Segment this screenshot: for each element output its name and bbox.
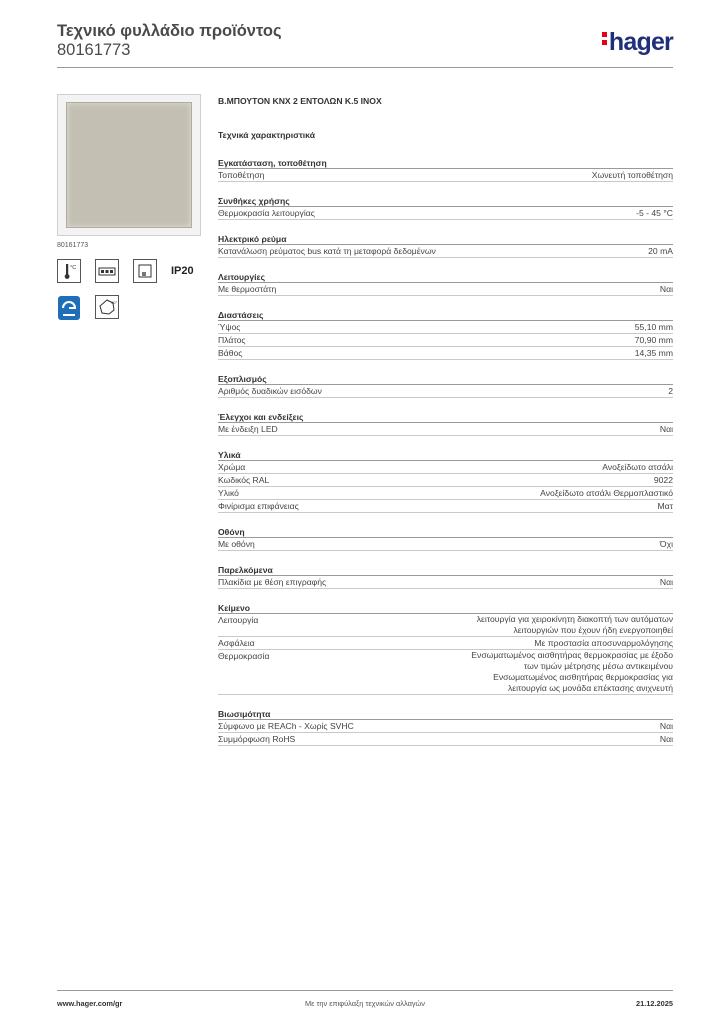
spec-label: Υλικό — [218, 488, 239, 498]
section-title: Κείμενο — [218, 602, 673, 614]
spec-row — [218, 720, 673, 733]
spec-sections — [218, 157, 673, 759]
section-title: Ηλεκτρικό ρεύμα — [218, 233, 673, 245]
section-title: Βιωσιμότητα — [218, 708, 673, 720]
spec-value: Ναι — [659, 577, 673, 587]
spec-label: Χρώμα — [218, 462, 246, 472]
spec-row — [218, 538, 673, 551]
spec-value: 70,90 mm — [634, 335, 673, 345]
logo-text: hager — [608, 28, 673, 56]
section-gap — [218, 258, 673, 271]
spec-row — [218, 321, 673, 334]
section-gap — [218, 398, 673, 411]
spec-row — [218, 487, 673, 500]
hager-logo — [602, 28, 673, 57]
spec-value: Χωνευτή τοποθέτηση — [591, 170, 673, 180]
document-number: 80161773 — [57, 41, 131, 59]
spec-value: Ναι — [659, 721, 673, 731]
technical-characteristics-title: Τεχνικά χαρακτηριστικά — [218, 130, 315, 140]
section-title: Εξοπλισμός — [218, 373, 673, 385]
product-name: Β.ΜΠΟΥΤΟΝ KNX 2 ΕΝΤΟΛΩΝ Κ.5 INOX — [218, 96, 382, 106]
spec-value: 2 — [668, 386, 673, 396]
spec-row — [218, 576, 673, 589]
section-gap — [218, 746, 673, 759]
document-header — [57, 20, 673, 68]
technical-specs — [218, 96, 673, 759]
product-image — [57, 94, 201, 236]
spec-row — [218, 614, 673, 637]
spec-row — [218, 423, 673, 436]
spec-value: 14,35 mm — [634, 348, 673, 358]
section-title: Υλικά — [218, 449, 673, 461]
spec-label: Με ένδειξη LED — [218, 424, 278, 434]
spec-value: -5 - 45 °C — [636, 208, 673, 218]
spec-label: Συμμόρφωση RoHS — [218, 734, 296, 744]
document-title: Τεχνικό φυλλάδιο προϊόντος — [57, 22, 282, 40]
spec-value: Ανοξείδωτο ατσάλι Θερμοπλαστικό — [540, 488, 673, 498]
spec-label: Αριθμός δυαδικών εισόδων — [218, 386, 322, 396]
spec-value: Όχι — [659, 539, 673, 549]
spec-row — [218, 461, 673, 474]
section-gap — [218, 695, 673, 708]
section-title: Έλεγχοι και ενδείξεις — [218, 411, 673, 423]
logo-dots-icon — [602, 29, 608, 48]
thermometer-celsius-icon — [57, 259, 81, 283]
section-gap — [218, 360, 673, 373]
spec-label: Θερμοκρασία λειτουργίας — [218, 208, 315, 218]
spec-label: Θερμοκρασία — [218, 651, 270, 661]
spec-row — [218, 283, 673, 296]
section-gap — [218, 551, 673, 564]
spec-row — [218, 500, 673, 513]
section-gap — [218, 296, 673, 309]
spec-row — [218, 637, 673, 650]
spec-label: Με οθόνη — [218, 539, 255, 549]
spec-row — [218, 207, 673, 220]
spec-label: Κατανάλωση ρεύματος bus κατά τη μεταφορά δεδομένων — [218, 246, 436, 256]
spec-value: λειτουργία για χειροκίνητη διακοπτή των αυτόματων λειτουργιών που έχουν ήδη ενεργοποιηθεί — [476, 614, 673, 635]
spec-row — [218, 347, 673, 360]
spec-value: Ματ — [657, 501, 673, 511]
rotation-icon — [95, 295, 119, 319]
spec-row — [218, 169, 673, 182]
section-title: Οθόνη — [218, 526, 673, 538]
spec-value: 55,10 mm — [634, 322, 673, 332]
spec-row — [218, 650, 673, 695]
section-gap — [218, 182, 673, 195]
spec-value: Ανοξείδωτο ατσάλι — [602, 462, 673, 472]
spec-row — [218, 334, 673, 347]
eco-label-icon — [57, 295, 81, 319]
footer-date: 21.12.2025 — [636, 999, 673, 1008]
spec-label: Σύμφωνο με REACh - Χωρίς SVHC — [218, 721, 354, 731]
spec-label: Με θερμοστάτη — [218, 284, 277, 294]
spec-label: Ασφάλεια — [218, 638, 255, 648]
section-gap — [218, 436, 673, 449]
spec-row — [218, 474, 673, 487]
ip20-rating: IP20 — [171, 259, 195, 283]
spec-value: 20 mA — [648, 246, 673, 256]
section-gap — [218, 589, 673, 602]
knx-module-icon — [95, 259, 119, 283]
section-title: Λειτουργίες — [218, 271, 673, 283]
spec-label: Πλάτος — [218, 335, 246, 345]
spec-label: Λειτουργία — [218, 615, 259, 625]
section-title: Εγκατάσταση, τοποθέτηση — [218, 157, 673, 169]
mounting-box-icon — [133, 259, 157, 283]
product-sidebar — [57, 94, 201, 331]
svg-text:90°: 90° — [111, 300, 118, 305]
section-title: Παρελκόμενα — [218, 564, 673, 576]
spec-value: Ενσωματωμένος αισθητήρας θερμοκρασίας με έξοδο των τιμών μέτρησης μέσω αντικειμένου Ενσωματωμένος αισθητήρας θερμοκρασίας για λειτουργία ως μονάδα επέκτασης ανιχνευτή — [471, 650, 673, 693]
spec-label: Βάθος — [218, 348, 243, 358]
spec-row — [218, 245, 673, 258]
spec-row — [218, 385, 673, 398]
spec-value: Ναι — [659, 424, 673, 434]
spec-value: Ναι — [659, 284, 673, 294]
section-gap — [218, 513, 673, 526]
section-title: Διαστάσεις — [218, 309, 673, 321]
spec-label: Τοποθέτηση — [218, 170, 265, 180]
product-reference: 80161773 — [57, 242, 89, 249]
spec-row — [218, 733, 673, 746]
footer-notice: Με την επιφύλαξη τεχνικών αλλαγών — [304, 999, 426, 1008]
svg-text:°C: °C — [70, 265, 77, 271]
section-title: Συνθήκες χρήσης — [218, 195, 673, 207]
spec-label: Φινίρισμα επιφάνειας — [218, 501, 299, 511]
spec-label: Πλακίδια με θέση επιγραφής — [218, 577, 327, 587]
certification-icons — [57, 259, 201, 331]
spec-value: Ναι — [659, 734, 673, 744]
document-footer — [57, 990, 673, 1008]
footer-website[interactable]: www.hager.com/gr — [57, 999, 123, 1008]
section-gap — [218, 220, 673, 233]
spec-label: Ύψος — [218, 322, 241, 332]
product-plate — [66, 102, 192, 228]
spec-value: 9022 — [653, 475, 673, 485]
spec-label: Κωδικός RAL — [218, 475, 270, 485]
spec-value: Με προστασία αποσυναρμολόγησης — [534, 638, 673, 648]
